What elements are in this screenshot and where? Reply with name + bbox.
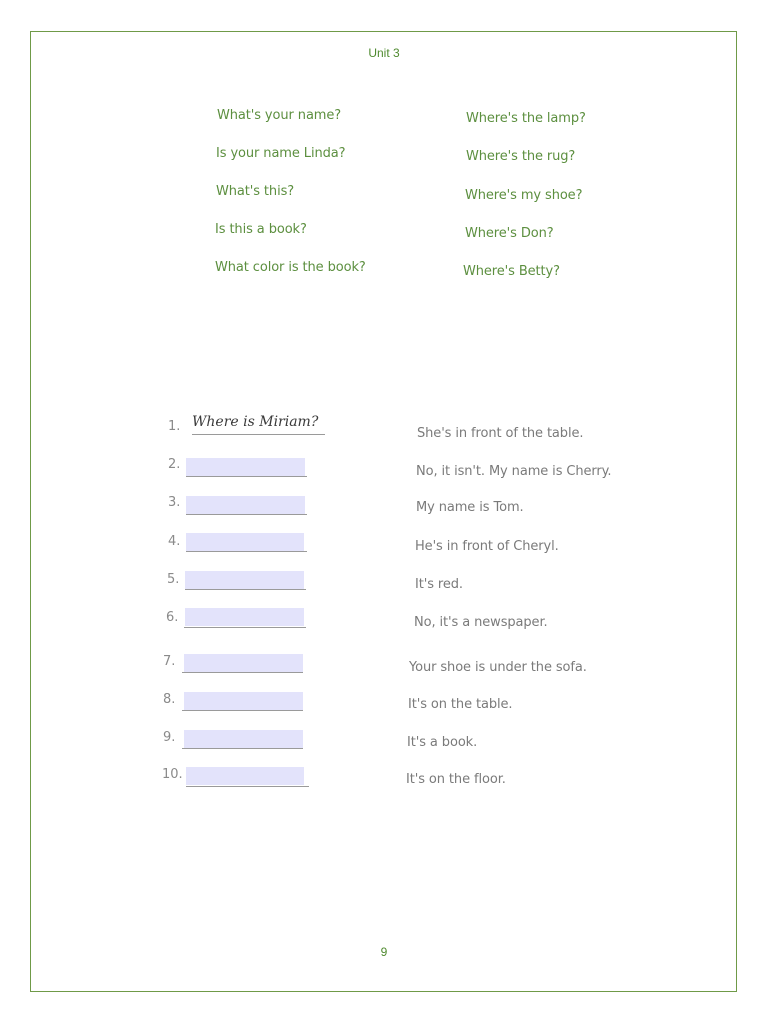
item-number: 6. [166, 610, 179, 625]
answer-underline [192, 434, 325, 435]
response-4: He's in front of Cheryl. [415, 539, 559, 554]
answer-field-9[interactable] [184, 730, 303, 748]
answer-underline [182, 672, 303, 673]
answer-field-5[interactable] [185, 571, 304, 589]
answer-underline [186, 476, 307, 477]
answer-field-10[interactable] [186, 767, 304, 785]
answer-field-3[interactable] [186, 496, 305, 514]
item-number: 2. [168, 457, 181, 472]
question-left-2: Is your name Linda? [216, 146, 346, 161]
response-3: My name is Tom. [416, 500, 524, 515]
answer-underline [182, 710, 303, 711]
response-2: No, it isn't. My name is Cherry. [416, 464, 612, 479]
answer-field-2[interactable] [186, 458, 305, 476]
answer-underline [184, 627, 306, 628]
item-number: 5. [167, 572, 180, 587]
response-1: She's in front of the table. [417, 426, 584, 441]
item-number: 3. [168, 495, 181, 510]
question-right-3: Where's my shoe? [465, 188, 583, 203]
answer-underline [186, 786, 309, 787]
answer-field-8[interactable] [184, 692, 303, 710]
question-right-5: Where's Betty? [463, 264, 560, 279]
response-7: Your shoe is under the sofa. [409, 660, 587, 675]
item-number: 9. [163, 730, 176, 745]
answer-field-4[interactable] [186, 533, 304, 551]
response-9: It's a book. [407, 735, 478, 750]
response-5: It's red. [415, 577, 463, 592]
answer-underline [186, 551, 307, 552]
answer-underline [186, 514, 307, 515]
answer-underline [182, 748, 303, 749]
answer-underline [185, 589, 306, 590]
page-number: 9 [380, 945, 388, 959]
item-number: 1. [168, 419, 181, 434]
item-number: 4. [168, 534, 181, 549]
item-number: 8. [163, 692, 176, 707]
question-left-4: Is this a book? [215, 222, 307, 237]
response-8: It's on the table. [408, 697, 513, 712]
question-right-2: Where's the rug? [466, 149, 576, 164]
response-6: No, it's a newspaper. [414, 615, 548, 630]
question-left-3: What's this? [216, 184, 295, 199]
question-right-1: Where's the lamp? [466, 111, 586, 126]
response-10: It's on the floor. [406, 772, 506, 787]
item-number: 10. [162, 767, 183, 782]
unit-title: Unit 3 [368, 46, 400, 60]
question-right-4: Where's Don? [465, 226, 554, 241]
page-border [30, 31, 737, 992]
example-answer: Where is Miriam? [192, 414, 319, 430]
question-left-5: What color is the book? [215, 260, 366, 275]
question-left-1: What's your name? [217, 108, 342, 123]
answer-field-7[interactable] [184, 654, 303, 672]
item-number: 7. [163, 654, 176, 669]
answer-field-6[interactable] [185, 608, 304, 626]
